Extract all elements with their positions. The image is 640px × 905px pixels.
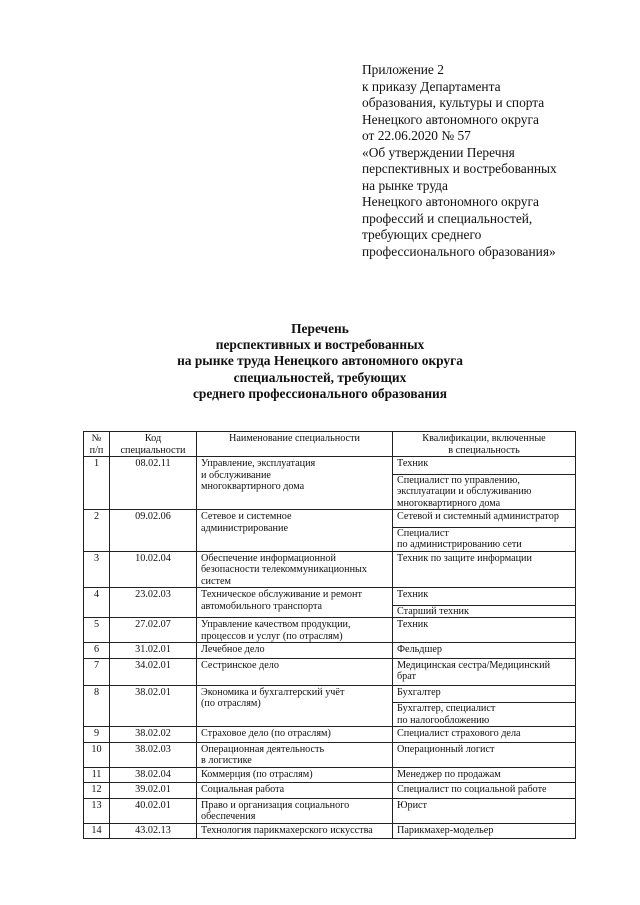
cell-qualifications [393,658,576,685]
cell-qualifications [393,588,576,618]
appendix-line: к приказу Департамента [362,78,501,94]
qualification-line: Бухгалтер [397,686,441,698]
table-row [84,658,576,685]
specialty-line: (по отраслям) [201,698,261,709]
header-qual [393,432,576,457]
qualification-line: Парикмахер-модельер [397,824,494,836]
cell-num: 7 [84,658,110,685]
specialty-line: Сетевое и системное [201,511,292,522]
cell-qualifications [393,685,576,727]
cell-specialty [197,588,393,618]
header-text: Код [144,433,162,444]
header-num [84,432,110,457]
qualification-item [397,619,571,633]
qualification-item [397,589,571,603]
qualification-line: по администрированию сети [397,539,522,550]
qualification-line: Менеджер по продажам [397,768,501,780]
cell-specialty [197,727,393,743]
cell-code: 31.02.01 [110,643,197,659]
qualification-line: Медицинская сестра/Медицинский [397,659,551,671]
table-header-row [84,432,576,457]
header-name [197,432,393,457]
qualification-line: Техник [397,458,429,469]
appendix-line: «Об утверждении Перечня [362,144,515,160]
cell-num: 11 [84,767,110,783]
qualification-item [397,511,571,525]
table-row [84,767,576,783]
cell-num: 12 [84,783,110,799]
appendix-line: профессий и специальностей, [362,210,533,226]
table-row [84,618,576,643]
cell-num: 13 [84,798,110,823]
cell-specialty [197,783,393,799]
table-row [84,588,576,618]
qualification-line: Техник [397,589,429,600]
specialties-table [83,431,576,839]
cell-specialty [197,510,393,552]
cell-num: 5 [84,618,110,643]
cell-num: 10 [84,742,110,767]
appendix-line: профессионального образования» [362,243,556,259]
cell-num: 2 [84,510,110,552]
appendix-line: Ненецкого автономного округа [362,194,539,209]
cell-qualifications [393,643,576,659]
table-row [84,798,576,823]
title-line: на рынке труда Ненецкого автономного округа [177,353,463,369]
specialty-line: Социальная работа [201,784,285,795]
cell-specialty [197,823,393,839]
cell-specialty [197,798,393,823]
specialty-line: Сестринское дело [201,659,279,671]
specialty-line: Право и организация социального [201,799,350,811]
qualification-line: Техник [397,619,429,630]
specialty-line: Операционная деятельность [201,743,325,755]
qualification-line: эксплуатации и обслуживанию [397,486,532,497]
cell-qualifications [393,551,576,588]
cell-code: 38.02.04 [110,767,197,783]
cell-specialty [197,457,393,510]
cell-specialty [197,742,393,767]
table-row [84,643,576,659]
specialty-line: многоквартирного дома [201,481,305,492]
qualification-line: Бухгалтер, специалист [397,703,496,714]
header-code [110,432,197,457]
title-line: Перечень [291,321,349,336]
qualification-line: по налогообложению [397,714,490,726]
table-row [84,510,576,552]
cell-qualifications [393,783,576,799]
header-text: Квалификации, включенные [422,433,546,444]
cell-qualifications [393,767,576,783]
table-row [84,551,576,588]
qualification-line: Специалист по управлению, [397,474,520,486]
qualification-item [393,474,575,510]
qualification-line: Техник по защите информации [397,552,532,564]
qualification-item [397,687,571,701]
header-text: специальности [120,444,186,456]
cell-qualifications [393,727,576,743]
qualification-line: многоквартирного дома [397,497,501,509]
cell-code: 38.02.01 [110,685,197,727]
qualification-line: брат [397,671,416,682]
qualification-item [397,458,571,472]
cell-num: 3 [84,551,110,588]
cell-code: 23.02.03 [110,588,197,618]
cell-code: 38.02.03 [110,742,197,767]
appendix-line: требующих среднего [362,227,482,242]
title-line: среднего профессионального образования [192,385,448,401]
appendix-line: Приложение 2 [362,62,444,77]
specialty-line: Управление качеством продукции, [201,619,351,630]
qualification-item [397,744,571,758]
header-text: Наименование специальности [229,433,360,444]
specialty-line: Страховое дело (по отраслям) [201,728,331,739]
cell-num: 4 [84,588,110,618]
qualification-item [397,644,571,658]
title-line: специальностей, требующих [233,369,407,385]
appendix-header [362,62,632,260]
cell-num: 1 [84,457,110,510]
cell-num: 8 [84,685,110,727]
cell-specialty [197,767,393,783]
qualification-line: Специалист [397,527,449,539]
cell-qualifications [393,510,576,552]
cell-code: 34.02.01 [110,658,197,685]
specialty-line: Экономика и бухгалтерский учёт [201,686,345,698]
table-row [84,685,576,727]
cell-code: 27.02.07 [110,618,197,643]
cell-qualifications [393,823,576,839]
cell-num: 9 [84,727,110,743]
qualification-item [393,527,575,551]
cell-num: 14 [84,823,110,839]
specialty-line: и обслуживание [201,469,271,481]
qualification-item [397,800,571,814]
specialty-line: Техническое обслуживание и ремонт [201,589,362,600]
specialty-line: Управление, эксплуатация [201,458,316,469]
qualification-line: Сетевой и системный администратор [397,511,559,522]
qualification-line: Специалист по социальной работе [397,784,547,795]
cell-qualifications [393,798,576,823]
cell-code: 10.02.04 [110,551,197,588]
qualification-line: Старший техник [397,605,469,617]
cell-specialty [197,551,393,588]
qualification-line: Специалист страхового дела [397,728,521,739]
table-row [84,742,576,767]
specialty-line: безопасности телекоммуникационных [201,564,367,575]
table-row [84,823,576,839]
header-text: п/п [89,444,104,456]
cell-code: 39.02.01 [110,783,197,799]
cell-num: 6 [84,643,110,659]
specialty-line: Технология парикмахерского искусства [201,824,373,836]
specialty-line: Обеспечение информационной [201,552,336,564]
cell-qualifications [393,457,576,510]
specialty-line: систем [201,575,231,587]
cell-code: 38.02.02 [110,727,197,743]
specialty-line: автомобильного транспорта [201,600,323,612]
appendix-line: Ненецкого автономного округа [362,111,539,127]
header-text: № [91,433,102,444]
cell-specialty [197,643,393,659]
table-row [84,783,576,799]
specialty-line: Лечебное дело [201,644,265,655]
title-line: перспективных и востребованных [215,337,425,353]
cell-code: 08.02.11 [110,457,197,510]
qualification-line: Фельдшер [397,644,442,655]
appendix-line: образования, культуры и спорта [362,95,545,110]
document-title [70,321,570,402]
specialty-line: Коммерция (по отраслям) [201,768,313,780]
qualification-item [393,702,575,726]
appendix-line: от 22.06.2020 № 57 [362,128,471,143]
cell-code: 09.02.06 [110,510,197,552]
qualification-item [397,825,571,839]
appendix-line: на рынке труда [362,177,448,193]
qualification-item [397,769,571,783]
cell-code: 43.02.13 [110,823,197,839]
cell-specialty [197,658,393,685]
header-text: в специальность [448,444,520,456]
table-row [84,457,576,510]
qualification-line: Юрист [397,799,427,811]
specialty-line: администрирование [201,522,288,534]
specialty-line: в логистике [201,755,252,766]
cell-qualifications [393,742,576,767]
appendix-line: перспективных и востребованных [362,161,557,176]
cell-specialty [197,685,393,727]
specialty-line: процессов и услуг (по отраслям) [201,630,343,642]
cell-qualifications [393,618,576,643]
qualification-item [393,605,575,618]
qualification-line: Операционный логист [397,743,495,755]
specialty-line: обеспечения [201,811,256,822]
cell-code: 40.02.01 [110,798,197,823]
qualification-item [397,660,571,685]
cell-specialty [197,618,393,643]
qualification-item [397,784,571,798]
qualification-item [397,728,571,742]
qualification-item [397,553,571,567]
table-row [84,727,576,743]
